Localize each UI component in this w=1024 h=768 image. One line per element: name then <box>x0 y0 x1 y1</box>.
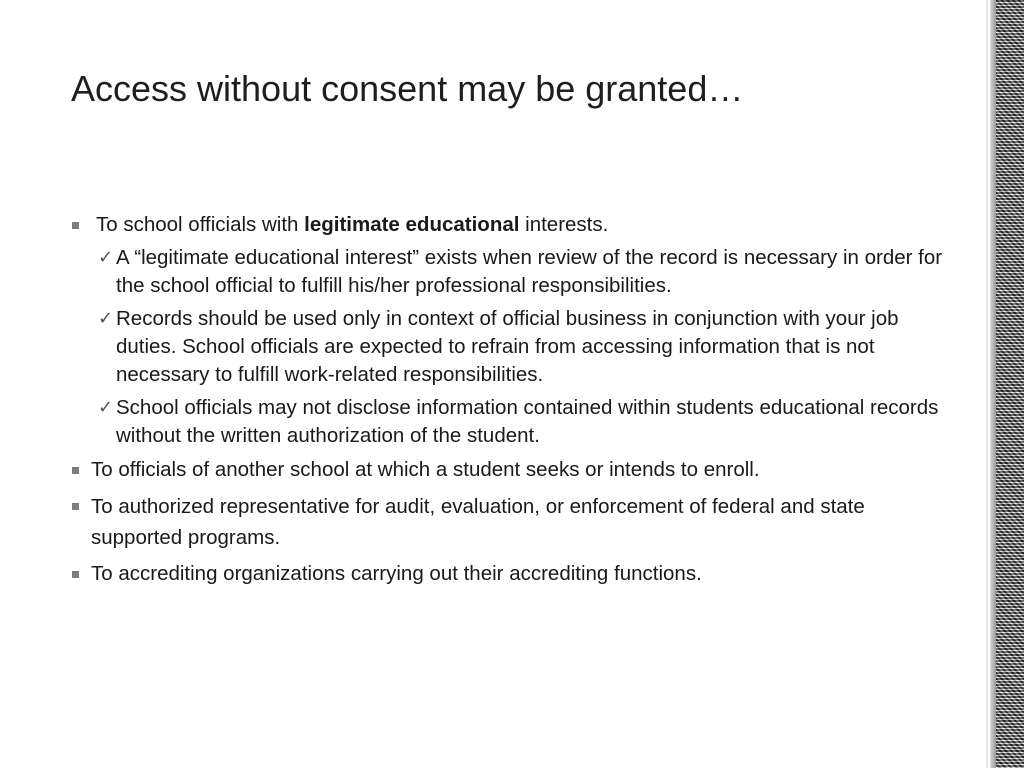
checkmark-icon: ✓ <box>98 308 114 329</box>
sub-bullet-text: School officials may not disclose information contained within students educational records without the written authorization of the student. <box>116 396 939 447</box>
sub-bullet-text: Records should be used only in context of official business in conjunction with your job duties. School officials are expected to refrain from accessing information that is not necessary to fulfill work-related responsibilities. <box>116 307 899 386</box>
checkmark-icon: ✓ <box>98 247 114 268</box>
bullet-text: To accrediting organizations carrying out their accrediting functions. <box>91 562 702 585</box>
bullet-text: To officials of another school at which a student seeks or intends to enroll. <box>91 458 760 481</box>
slide-content <box>70 210 950 593</box>
square-bullet-icon <box>72 467 79 474</box>
square-bullet-icon <box>72 222 79 229</box>
sub-bullet-item <box>70 244 950 300</box>
bullet-item <box>70 559 950 589</box>
bullet-item <box>70 455 950 485</box>
square-bullet-icon <box>72 571 79 578</box>
square-bullet-icon <box>72 503 79 510</box>
checkmark-icon: ✓ <box>98 397 114 418</box>
bullet-item <box>70 491 950 553</box>
bullet-text-bold: legitimate educational <box>304 213 520 236</box>
bullet-text-pre: To school officials with <box>96 213 305 236</box>
sub-bullet-item <box>70 394 950 450</box>
bullet-text: To authorized representative for audit, evaluation, or enforcement of federal and state supported programs. <box>91 495 865 549</box>
bullet-text-post: interests. <box>519 213 609 236</box>
sub-bullet-text: A “legitimate educational interest” exists when review of the record is necessary in order for the school official to fulfill his/her professional responsibilities. <box>116 246 943 297</box>
edge-divider <box>986 0 988 768</box>
bullet-item <box>70 210 950 240</box>
decorative-edge-strip <box>990 0 1024 768</box>
sub-bullet-item <box>70 305 950 389</box>
slide-title: Access without consent may be granted… <box>71 68 744 109</box>
